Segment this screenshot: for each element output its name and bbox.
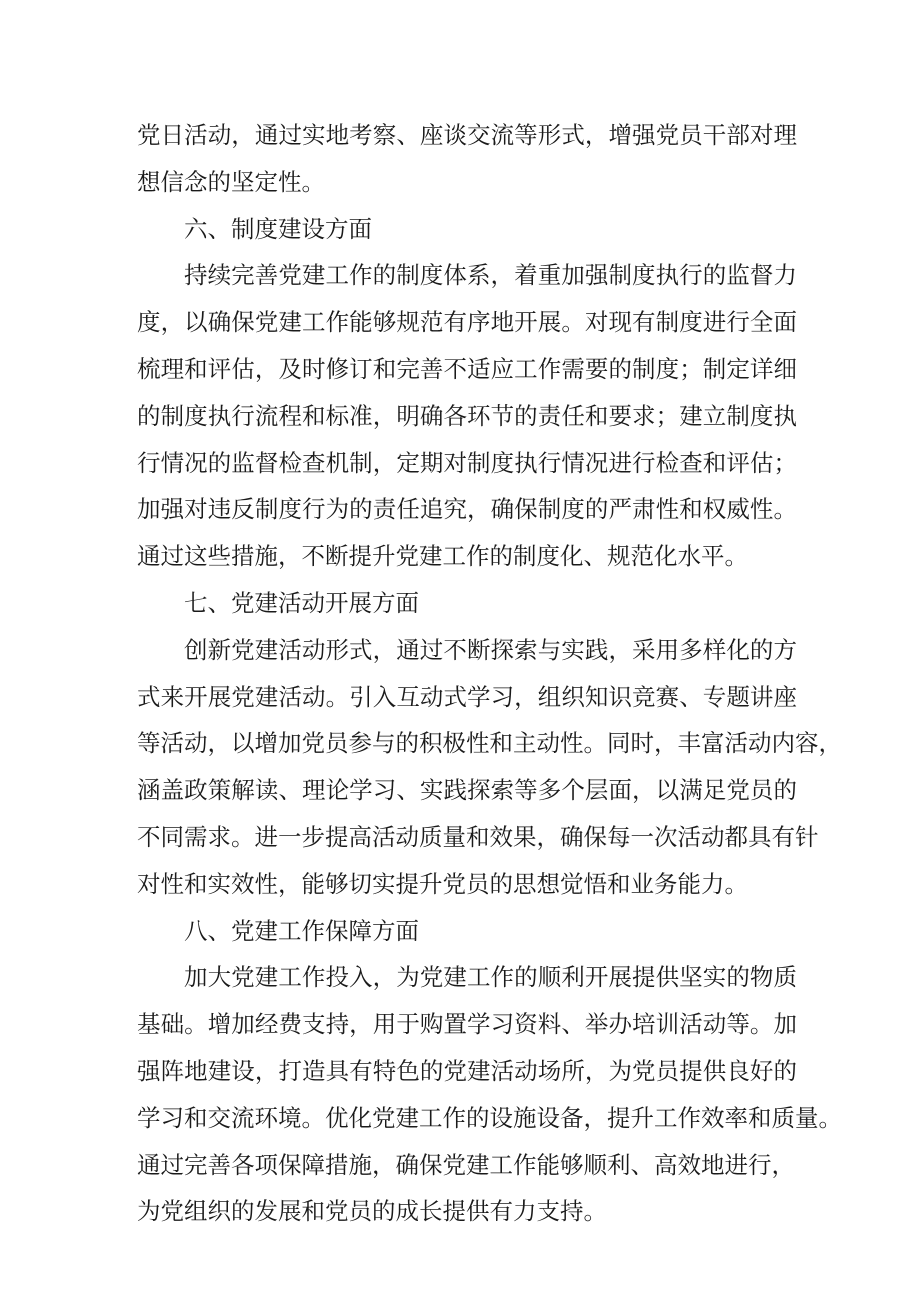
paragraph-line: 对性和实效性，能够切实提升党员的思想觉悟和业务能力。 (137, 869, 748, 898)
paragraph-line: 学习和交流环境。优化党建工作的设施设备，提升工作效率和质量。 (137, 1103, 842, 1132)
paragraph-line: 党日活动，通过实地考察、座谈交流等形式，增强党员干部对理 (137, 121, 797, 149)
paragraph-line: 的制度执行流程和标准，明确各环节的责任和要求；建立制度执 (137, 401, 797, 430)
paragraph-line: 加大党建工作投入，为党建工作的顺利开展提供坚实的物质 (184, 963, 797, 992)
paragraph-line: 度，以确保党建工作能够规范有序地开展。对现有制度进行全面 (137, 308, 797, 337)
paragraph-line: 为党组织的发展和党员的成长提供有力支持。 (137, 1197, 607, 1226)
paragraph-line: 创新党建活动形式，通过不断探索与实践，采用多样化的方 (184, 635, 797, 664)
paragraph-line: 行情况的监督检查机制，定期对制度执行情况进行检查和评估； (137, 448, 797, 477)
paragraph-line: 加强对违反制度行为的责任追究，确保制度的严肃性和权威性。 (137, 495, 797, 524)
paragraph-line: 强阵地建设，打造具有特色的党建活动场所，为党员提供良好的 (137, 1056, 797, 1085)
section-heading: 七、党建活动开展方面 (184, 588, 419, 617)
paragraph-line: 等活动，以增加党员参与的积极性和主动性。同时，丰富活动内容， (137, 729, 842, 758)
paragraph-line: 涵盖政策解读、理论学习、实践探索等多个层面，以满足党员的 (137, 776, 797, 805)
paragraph-line: 通过完善各项保障措施，确保党建工作能够顺利、高效地进行， (137, 1150, 795, 1179)
section-heading: 八、党建工作保障方面 (184, 916, 419, 945)
paragraph-line: 梳理和评估，及时修订和完善不适应工作需要的制度；制定详细 (137, 354, 797, 383)
paragraph-line: 不同需求。进一步提高活动质量和效果，确保每一次活动都具有针 (137, 822, 819, 851)
paragraph-line: 通过这些措施，不断提升党建工作的制度化、规范化水平。 (137, 542, 748, 571)
paragraph-line: 式来开展党建活动。引入互动式学习，组织知识竞赛、专题讲座 (137, 682, 797, 711)
section-heading: 六、制度建设方面 (184, 214, 372, 243)
paragraph-line: 想信念的坚定性。 (137, 167, 325, 196)
paragraph-line: 持续完善党建工作的制度体系，着重加强制度执行的监督力 (184, 261, 797, 290)
paragraph-line: 基础。增加经费支持，用于购置学习资料、举办培训活动等。加 (137, 1010, 797, 1039)
document-body (137, 112, 842, 1235)
